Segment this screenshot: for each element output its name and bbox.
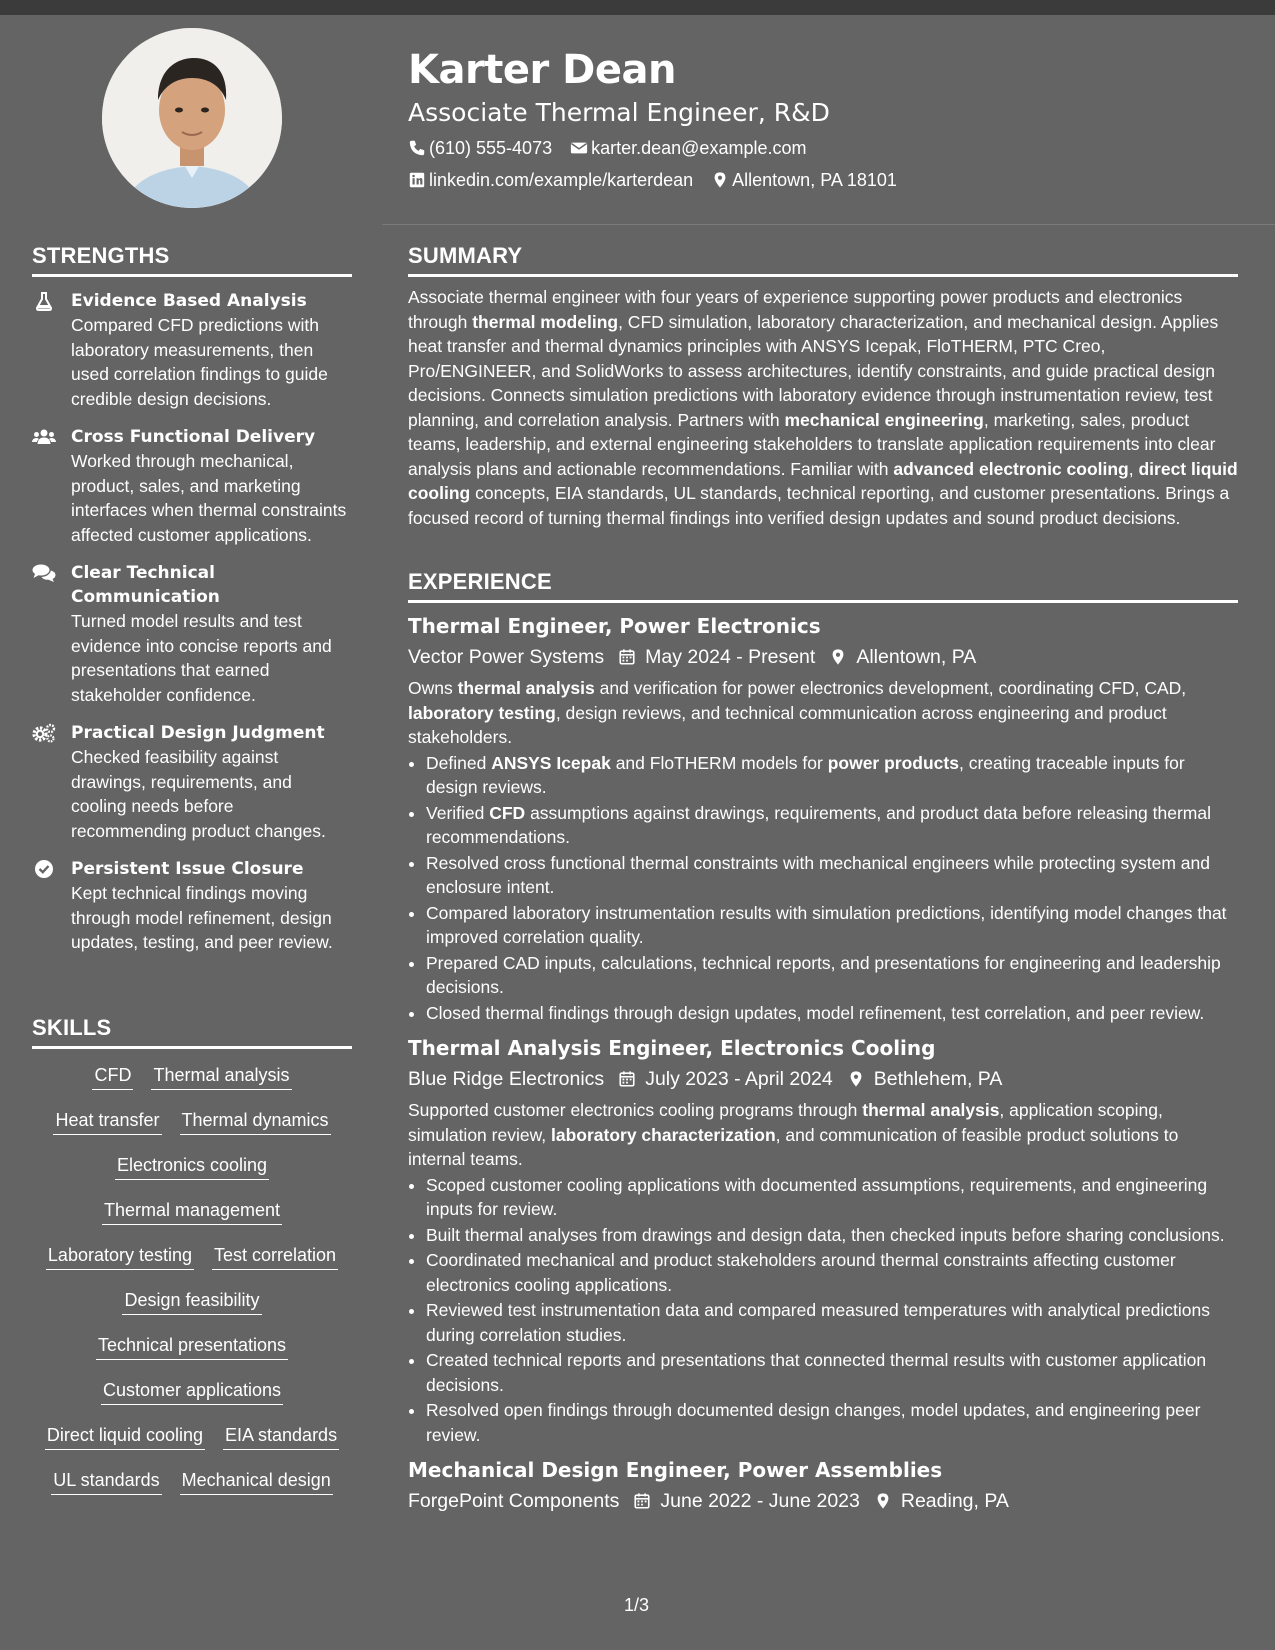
text-run: assumptions against drawings, requirements, and product data before releasing thermal recommendations. <box>426 802 1212 847</box>
job-bullet <box>426 1348 1238 1397</box>
job-bullets <box>408 751 1238 1026</box>
job-bullet <box>426 851 1238 900</box>
calendar-icon <box>618 1070 636 1088</box>
strength-item <box>32 289 352 411</box>
job-bullet <box>426 751 1238 800</box>
summary-section <box>408 243 1238 530</box>
location-text: Allentown, PA 18101 <box>732 170 897 190</box>
text-run: Resolved open findings through documented design changes, model updates, and engineering peer review. <box>426 1400 1201 1445</box>
strength-heading: Cross Functional Delivery <box>71 427 316 447</box>
job-bullet <box>426 1248 1238 1297</box>
strength-item <box>32 721 352 843</box>
strength-item <box>32 425 352 547</box>
text-run: Closed thermal findings through design updates, model refinement, test correlation, and peer review. <box>426 1002 1205 1023</box>
calendar-icon <box>633 1492 651 1510</box>
job-entry <box>408 1456 1238 1518</box>
job-bullet <box>426 1298 1238 1347</box>
text-run: , and communication of feasible product solutions to internal teams. <box>408 1124 1179 1169</box>
bold-keyword: CFD <box>489 802 526 823</box>
text-run: Defined <box>426 752 492 773</box>
strength-text: Turned model results and test evidence into concise reports and presentations that earned stakeholder confidence. <box>71 611 332 705</box>
person-role: Associate Thermal Engineer, R&D <box>408 98 830 127</box>
text-run: Compared laboratory instrumentation results with simulation predictions, identifying model changes that improved correlation quality. <box>426 902 1227 947</box>
skill-row <box>32 1468 352 1513</box>
phone-contact[interactable] <box>408 132 552 164</box>
skill-tag: UL standards <box>51 1468 161 1495</box>
phone-icon <box>408 139 426 157</box>
bold-keyword: thermal analysis <box>457 678 595 698</box>
text-run: Coordinated mechanical and product stakeholders around thermal constraints affecting customer electronics cooling applications. <box>426 1250 1176 1295</box>
job-company <box>408 640 604 674</box>
strength-heading: Clear Technical Communication <box>71 563 220 607</box>
strength-text: Checked feasibility against drawings, requirements, and cooling needs before recommending product changes. <box>71 747 326 841</box>
skill-row <box>32 1333 352 1378</box>
company-text: ForgePoint Components <box>408 1490 620 1512</box>
dates-text: July 2023 - April 2024 <box>645 1068 833 1090</box>
job-bullet <box>426 801 1238 850</box>
cogs-icon <box>32 723 56 743</box>
skill-row <box>32 1153 352 1198</box>
linkedin-text: linkedin.com/example/karterdean <box>429 170 694 190</box>
skill-row <box>32 1243 352 1288</box>
page-number: 1/3 <box>624 1595 650 1615</box>
map-marker-icon <box>847 1070 865 1088</box>
job-company <box>408 1062 604 1096</box>
skill-row <box>32 1288 352 1333</box>
job-bullets <box>408 1173 1238 1448</box>
skill-tag: Electronics cooling <box>115 1153 269 1180</box>
email-text: karter.dean@example.com <box>591 138 807 158</box>
bold-keyword: ANSYS Icepak <box>491 752 611 773</box>
job-entry <box>408 612 1238 1025</box>
strength-text: Worked through mechanical, product, sales, and marketing interfaces when thermal constraints affected customer applications. <box>71 451 347 545</box>
job-dates <box>633 1484 860 1518</box>
text-run: Owns <box>408 678 458 698</box>
bold-keyword: thermal analysis <box>862 1100 1000 1120</box>
skill-tag: Thermal dynamics <box>180 1108 331 1135</box>
job-location <box>847 1062 1003 1096</box>
skill-tag: Design feasibility <box>122 1288 261 1315</box>
strength-text: Compared CFD predictions with laboratory measurements, then used correlation findings to guide credible design decisions. <box>71 315 328 409</box>
job-bullet <box>426 951 1238 1000</box>
summary-text <box>408 285 1238 530</box>
phone-text: (610) 555-4073 <box>429 138 553 158</box>
job-title: Thermal Engineer, Power Electronics <box>408 614 821 638</box>
map-marker-icon <box>711 171 729 189</box>
job-dates <box>618 1062 833 1096</box>
flask-icon <box>32 291 56 311</box>
job-bullet <box>426 901 1238 950</box>
skill-tag: CFD <box>92 1063 133 1090</box>
text-run: , design reviews, and technical communication across engineering and product stakeholders. <box>408 702 1167 747</box>
skill-tag: EIA standards <box>223 1423 339 1450</box>
text-run: and FloTHERM models for <box>610 752 828 773</box>
calendar-icon <box>618 648 636 666</box>
text-run: Prepared CAD inputs, calculations, technical reports, and presentations for engineering and leadership decisions. <box>426 952 1221 997</box>
job-list <box>408 612 1238 1518</box>
portrait-image <box>102 28 282 208</box>
linkedin-contact[interactable] <box>408 164 693 196</box>
bold-keyword: direct liquid cooling <box>408 458 1238 503</box>
strength-heading: Evidence Based Analysis <box>71 291 307 311</box>
skill-row <box>32 1108 352 1153</box>
job-dates <box>618 640 815 674</box>
strength-text: Kept technical findings moving through model refinement, design updates, testing, and peer review. <box>71 883 333 952</box>
text-run: Built thermal analyses from drawings and design data, then checked inputs before sharing conclusions. <box>426 1224 1225 1245</box>
skill-tag: Direct liquid cooling <box>45 1423 205 1450</box>
linkedin-icon <box>408 171 426 189</box>
text-run: and verification for power electronics development, coordinating CFD, CAD, <box>594 678 1187 698</box>
text-run: , CFD simulation, laboratory characterization, and mechanical design. Applies heat transfer and thermal dynamics principles with ANSYS Icepak, FloTHERM, PTC Creo, Pro/ENGINEER, and SolidWorks to assess architectures, identify constraints, and guide practical design decisions. Connects simulation predictions with laboratory evidence through instrumentation review, test planning, and correlation analysis. Partners with <box>408 311 1219 430</box>
summary-title: SUMMARY <box>408 243 1238 277</box>
text-run: , marketing, sales, product teams, leadership, and external engineering stakeholders to translate application requirements into clear analysis plans and actionable recommendations. Familiar with <box>408 409 1216 479</box>
job-bullet <box>426 1001 1238 1026</box>
top-bar <box>0 0 1275 15</box>
bold-keyword: mechanical engineering <box>784 409 984 430</box>
avatar <box>102 28 282 208</box>
skill-tag: Technical presentations <box>96 1333 288 1360</box>
bold-keyword: laboratory characterization <box>550 1124 776 1145</box>
skill-tag: Mechanical design <box>180 1468 333 1495</box>
experience-title: EXPERIENCE <box>408 569 1238 603</box>
text-run: Scoped customer cooling applications with documented assumptions, requirements, and engineering inputs for review. <box>426 1174 1208 1219</box>
skills-list <box>32 1063 352 1513</box>
person-name: Karter Dean <box>408 47 676 93</box>
company-text: Vector Power Systems <box>408 646 605 668</box>
bold-keyword: thermal modeling <box>472 311 619 332</box>
map-marker-icon <box>874 1492 892 1510</box>
dates-text: May 2024 - Present <box>645 646 816 668</box>
contact-row <box>408 132 1238 164</box>
bold-keyword: advanced electronic cooling <box>893 458 1129 479</box>
experience-section <box>408 569 1238 1526</box>
job-company <box>408 1484 619 1518</box>
skill-row <box>32 1378 352 1423</box>
envelope-icon <box>570 139 588 157</box>
comments-icon <box>32 563 56 583</box>
job-entry <box>408 1034 1238 1447</box>
job-description <box>408 1098 1238 1172</box>
skill-tag: Thermal analysis <box>151 1063 291 1090</box>
job-bullet <box>426 1223 1238 1248</box>
text-run: Created technical reports and presentations that connected thermal results with customer application decisions. <box>426 1350 1207 1395</box>
bold-keyword: power products <box>827 752 959 773</box>
skill-tag: Laboratory testing <box>46 1243 194 1270</box>
strengths-section <box>32 243 352 955</box>
strength-item <box>32 561 352 707</box>
bold-keyword: laboratory testing <box>408 702 556 723</box>
strength-heading: Practical Design Judgment <box>71 723 325 743</box>
email-contact[interactable] <box>570 132 806 164</box>
strength-heading: Persistent Issue Closure <box>71 859 304 879</box>
skill-tag: Customer applications <box>101 1378 283 1405</box>
skill-row <box>32 1423 352 1468</box>
job-meta <box>408 1484 1238 1518</box>
text-run: Associate thermal engineer with four years of experience supporting power products and electronics through <box>408 287 1183 332</box>
company-text: Blue Ridge Electronics <box>408 1068 605 1090</box>
strengths-title: STRENGTHS <box>32 243 352 277</box>
job-location <box>829 640 976 674</box>
header-divider <box>382 224 1275 225</box>
job-location <box>874 1484 1009 1518</box>
text-run: Resolved cross functional thermal constraints with mechanical engineers while protecting system and enclosure intent. <box>426 852 1210 897</box>
job-title: Thermal Analysis Engineer, Electronics Cooling <box>408 1036 936 1060</box>
job-title: Mechanical Design Engineer, Power Assemblies <box>408 1458 943 1482</box>
text-run: concepts, EIA standards, UL standards, technical reporting, and customer presentations. Brings a focused record of turning thermal findings into verified design updates and sound product decisions. <box>408 483 1230 528</box>
skill-tag: Thermal management <box>102 1198 282 1225</box>
location-contact <box>711 164 897 196</box>
text-run: Verified <box>426 802 490 823</box>
text-run: , creating traceable inputs for design reviews. <box>426 752 1185 797</box>
job-description <box>408 676 1238 750</box>
skill-row <box>32 1198 352 1243</box>
contact-row <box>408 164 1238 196</box>
job-location-text: Reading, PA <box>900 1490 1009 1512</box>
text-run: , application scoping, simulation review, <box>408 1100 1163 1145</box>
skills-title: SKILLS <box>32 1015 352 1049</box>
job-meta <box>408 640 1238 674</box>
header <box>408 15 1238 196</box>
job-bullet <box>426 1173 1238 1222</box>
job-meta <box>408 1062 1238 1096</box>
check-circle-icon <box>32 859 56 879</box>
skill-row <box>32 1063 352 1108</box>
skill-tag: Heat transfer <box>53 1108 161 1135</box>
users-icon <box>32 427 56 447</box>
job-location-text: Bethlehem, PA <box>873 1068 1003 1090</box>
strength-item <box>32 857 352 955</box>
job-location-text: Allentown, PA <box>856 646 977 668</box>
dates-text: June 2022 - June 2023 <box>660 1490 860 1512</box>
job-bullet <box>426 1398 1238 1447</box>
text-run: Supported customer electronics cooling programs through <box>408 1100 863 1120</box>
skills-section <box>32 1015 352 1513</box>
text-run: , <box>1128 458 1139 479</box>
text-run: Reviewed test instrumentation data and compared measured temperatures with analytical predictions during correlation studies. <box>426 1300 1211 1345</box>
skill-tag: Test correlation <box>212 1243 338 1270</box>
map-marker-icon <box>829 648 847 666</box>
